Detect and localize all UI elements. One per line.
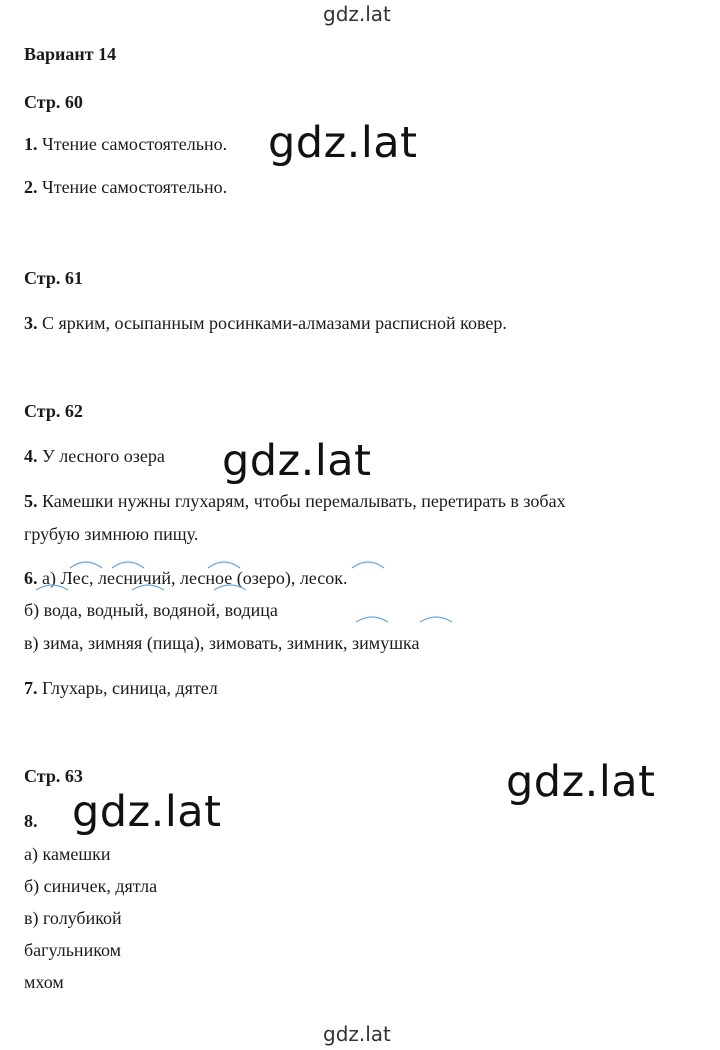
task-7 bbox=[24, 678, 218, 699]
task-text: С ярким, осыпанным росинками-алмазами расписной ковер. bbox=[42, 313, 507, 333]
task-5-continuation: грубую зимнюю пищу. bbox=[24, 524, 199, 544]
page-heading-60: Стр. 60 bbox=[24, 92, 83, 112]
task-number: 6. bbox=[24, 568, 38, 588]
root-arc bbox=[356, 617, 388, 622]
root-arc bbox=[352, 562, 384, 568]
task-text: Чтение самостоятельно. bbox=[42, 134, 228, 154]
watermark-overlay: gdz.lat bbox=[222, 436, 372, 486]
root-arc bbox=[112, 562, 144, 568]
task-text: Чтение самостоятельно. bbox=[42, 177, 228, 197]
task-8-line-d: багульником bbox=[24, 940, 122, 960]
task-number: 7. bbox=[24, 678, 38, 698]
task-text: Глухарь, синица, дятел bbox=[42, 678, 218, 698]
task-6-line-b: б) вода, водный, водяной, водица bbox=[24, 600, 278, 620]
page-heading-61: Стр. 61 bbox=[24, 268, 83, 288]
root-arc bbox=[132, 585, 164, 590]
root-arc bbox=[36, 585, 68, 590]
root-arc bbox=[420, 617, 452, 622]
watermark-overlay: gdz.lat bbox=[506, 757, 656, 807]
task-8-line-b: б) синичек, дятла bbox=[24, 876, 158, 896]
root-arc bbox=[214, 585, 246, 590]
variant-title: Вариант 14 bbox=[24, 44, 117, 64]
task-6-line-c: в) зима, зимняя (пища), зимовать, зимник, зимушка bbox=[24, 633, 420, 653]
watermark-bottom: gdz.lat bbox=[323, 1022, 391, 1046]
watermark-overlay: gdz.lat bbox=[72, 787, 222, 837]
root-arc bbox=[208, 562, 240, 568]
task-number: 5. bbox=[24, 491, 38, 511]
task-number: 1. bbox=[24, 134, 38, 154]
task-8-line-e: мхом bbox=[24, 972, 64, 992]
watermark-overlay: gdz.lat bbox=[268, 118, 418, 168]
root-arc bbox=[70, 562, 102, 568]
task-number: 3. bbox=[24, 313, 38, 333]
task-8-line-a: а) камешки bbox=[24, 844, 111, 864]
task-number: 2. bbox=[24, 177, 38, 197]
task-number: 8. bbox=[24, 811, 38, 831]
task-8-line-c: в) голубикой bbox=[24, 908, 122, 928]
task-text: У лесного озера bbox=[42, 446, 165, 466]
watermark-top: gdz.lat bbox=[323, 2, 391, 26]
task-number: 4. bbox=[24, 446, 38, 466]
page-heading-62: Стр. 62 bbox=[24, 401, 83, 421]
page-heading-63: Стр. 63 bbox=[24, 766, 83, 786]
task-line-a: а) Лес, лесничий, лесное (озеро), лесок. bbox=[42, 568, 348, 588]
task-8 bbox=[24, 811, 38, 832]
task-text: Камешки нужны глухарям, чтобы перемалывать, перетирать в зобах bbox=[42, 491, 566, 511]
